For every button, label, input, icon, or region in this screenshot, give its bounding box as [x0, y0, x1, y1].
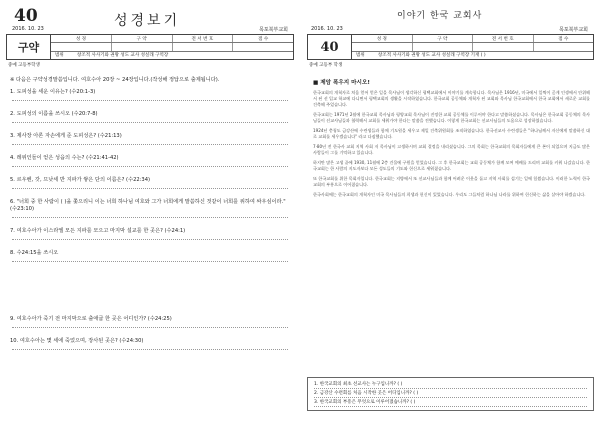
scope-row: [51, 52, 293, 59]
review-answer-line-1[interactable]: [314, 388, 587, 389]
question-5: 5. 르우벤, 갓, 므낫세 반 지파가 쌓은 단의 이름은? (수22:34): [10, 177, 151, 183]
answer-line-4[interactable]: [12, 166, 288, 167]
answer-line-9[interactable]: [12, 327, 288, 328]
paragraph: 하지만 많은 고생 끝에 1930, 11월에 2층 건물에 구원을 얻었습니다. 그 후 한국교회는 교회 공동체가 함께 모여 예배를 드리며 교회를 키워 나갔습니다. 한국교회는 한 사람의 지도자보다 모든 성도들의 기도와 헌신으로 세워졌습니다.: [313, 160, 590, 171]
answer-cell-testament[interactable]: [112, 43, 173, 50]
instruction: ※ 다음은 구약성경말씀입니다. 여호수아 20장 ~ 24장입니다.(작성해 정답으로 출제됩니다).: [10, 77, 220, 83]
info-table: [6, 34, 294, 60]
grade-label: 중예 고등부 학생: [309, 63, 343, 68]
paragraph: 한국교회의 개척자로 처음 얻어 얻은 일을 목사님이 생각하신 평택교회에서 이야기를 계속합니다. 목사님은 1916년, 미국에서 일찍이 곧게 인생에서 안위해서 된 선 입교 학교에 다니면서 평택교회의 생활을 시작하였습니다. 한국교회 공동체와 개척자 된 교회와 목사님 한국교회에서 한국 교회에서 새로운 교회를 건축해 주었습니다.: [313, 90, 590, 107]
answer-cell-testament[interactable]: [413, 43, 474, 50]
review-question-1: 1. 한국교회의 최초 선교사는 누구입니까? ( ): [314, 382, 403, 387]
paragraph: 7·80년 전 한국사 교회 지역 사회 저 목사님이 고생하시며 교회 결정을 내리셨습니다. 그의 목회는 한국교회의 목회자들에게 큰 본이 되었으며 지금도 많은 사람들이 그를 기억하고 있습니다.: [313, 144, 590, 155]
review-question-3: 3. 한국교회의 부흥은 무엇으로 이루어졌습니까? ( ): [314, 400, 416, 405]
col-number: 전 서 번 호: [473, 35, 534, 42]
issue-number: 40: [14, 6, 38, 26]
answer-line-6[interactable]: [12, 217, 288, 218]
grade-label: 중예 고등부학생: [8, 63, 40, 68]
answer-line-8[interactable]: [12, 261, 288, 262]
review-quiz-box: [307, 377, 594, 411]
question-8: 8. 수24:15을 쓰시오: [10, 250, 59, 256]
answer-cell-score[interactable]: [233, 43, 293, 50]
section-title: ■ 제암 폭우지 마시오!: [313, 80, 370, 86]
history-info-table: [307, 34, 594, 60]
history-date: 2016. 10. 23: [311, 26, 343, 32]
answer-line-10[interactable]: [12, 349, 288, 350]
col-testament: 구 약: [413, 35, 474, 42]
review-answer-line-2[interactable]: [314, 397, 587, 398]
scope-label: 범위: [356, 53, 365, 59]
question-7: 7. 여호수아가 이스라엘 모든 지파를 모으고 마지막 설교를 한 곳은? (수24:1): [10, 228, 186, 234]
question-10: 10. 여호수아는 몇 세에 죽었으며, 장사된 곳은? (수24:30): [10, 338, 144, 344]
answer-line-1[interactable]: [12, 100, 288, 101]
col-score: 점 수: [558, 36, 569, 42]
question-4: 4. 레위인들이 얻은 성읍의 수는? (수21:41-42): [10, 155, 119, 161]
review-question-2: 2. 금강산 수련회를 처음 시작한 곳은 어디입니까? ( ): [314, 391, 419, 396]
col-testament: 구 약: [112, 35, 173, 42]
question-1: 1. 도피성을 세운 이유는? (수20:1-3): [10, 89, 96, 95]
answer-cell-score[interactable]: [534, 43, 594, 50]
sheet-title: 성경보기: [114, 13, 181, 29]
col-bible: 성 경: [352, 35, 413, 42]
testament-label: 구약: [7, 35, 51, 59]
answer-cell-number[interactable]: [173, 43, 234, 50]
col-score: 점 수: [258, 36, 269, 42]
sheet-date: 2016. 10. 23: [12, 26, 44, 32]
answer-line-5[interactable]: [12, 188, 288, 189]
answer-cell-number[interactable]: [473, 43, 534, 50]
history-title: 이야기 한국 교회사: [397, 11, 483, 21]
paragraph: 1924년 충청도 금강산에 수련생들과 함께 기도원을 세우고 제일 건축위원회를 조직하였습니다. 한국선교사 수련생들은 "하나님께서 자신에게 말씀하신 대로 교회를 세우겠습니다" 라고 다짐했습니다.: [313, 128, 590, 139]
answer-line-7[interactable]: [12, 239, 288, 240]
col-number: 전 서 번 호: [173, 35, 234, 42]
history-header: [307, 6, 594, 32]
question-3: 3. 제사장 아론 자손에게 준 도피성은? (수21:13): [10, 133, 122, 139]
paragraph: 또 한국교회를 위한 목회자입니다. 한국교회는 지방에서 또 선교사님들과 함께 어려운 이웃을 돕고 지역 사회를 섬기는 일에 힘썼습니다. 이러한 노력이 한국교회의 부흥으로 이어졌습니다.: [313, 176, 590, 187]
church-name: 목포북부교회: [259, 27, 288, 33]
paragraph: 한국사회에는 한국교회의 개척자인 미국 목사님들의 희생과 헌신이 있었습니다. 우리도 그들처럼 하나님 나라를 위하여 헌신하는 삶을 살아야 하겠습니다.: [313, 192, 586, 197]
sheet-header: [6, 6, 294, 32]
col-bible: 성 경: [51, 35, 112, 42]
history-church: 목포북부교회: [559, 27, 588, 33]
question-6: 6. "너희 중 한 사람이 ( )을 쫓으리니 이는 너희 하나님 여호와 그가 너희에게 말씀하신 것같이 너희를 위하여 싸우심이라." (수23:10): [10, 199, 286, 212]
history-number: 40: [308, 35, 352, 59]
scope-row: [352, 52, 593, 59]
answer-cell-bible[interactable]: [51, 43, 112, 50]
scope-label: 범위: [55, 53, 64, 59]
question-9: 9. 여호수아가 죽기 전 마지막으로 출애굽 한 곳은 어디인가? (수24:25): [10, 316, 172, 322]
paragraph: 한국교회는 1971년 2월에 한국교회 목사님과 평양교회 목사님이 진정한 교회 공동체를 이루어야 한다고 말씀하셨습니다. 목사님은 한국교회 공동체의 목사님들이 선교사님들과 협력해서 교회를 세워가야 한다는 말씀을 전했습니다. 이렇게 한국교회는 선교사님들의 도움으로 성장하였습니다.: [313, 112, 590, 123]
scope-text: 창조적 사사기와 권왕 성도 교사 성실래 구역장: [77, 53, 169, 59]
answer-cell-bible[interactable]: [352, 43, 413, 50]
question-2: 2. 도피성의 이름을 쓰시오 (수20:7-8): [10, 111, 98, 117]
history-sheet: [303, 0, 600, 424]
answer-line-2[interactable]: [12, 122, 288, 123]
review-answer-line-3[interactable]: [314, 406, 587, 407]
scope-text: 창조적 사사기와 권왕 성도 교사 성실래 구역장 기재 ( ): [378, 53, 486, 59]
answer-line-3[interactable]: [12, 144, 288, 145]
